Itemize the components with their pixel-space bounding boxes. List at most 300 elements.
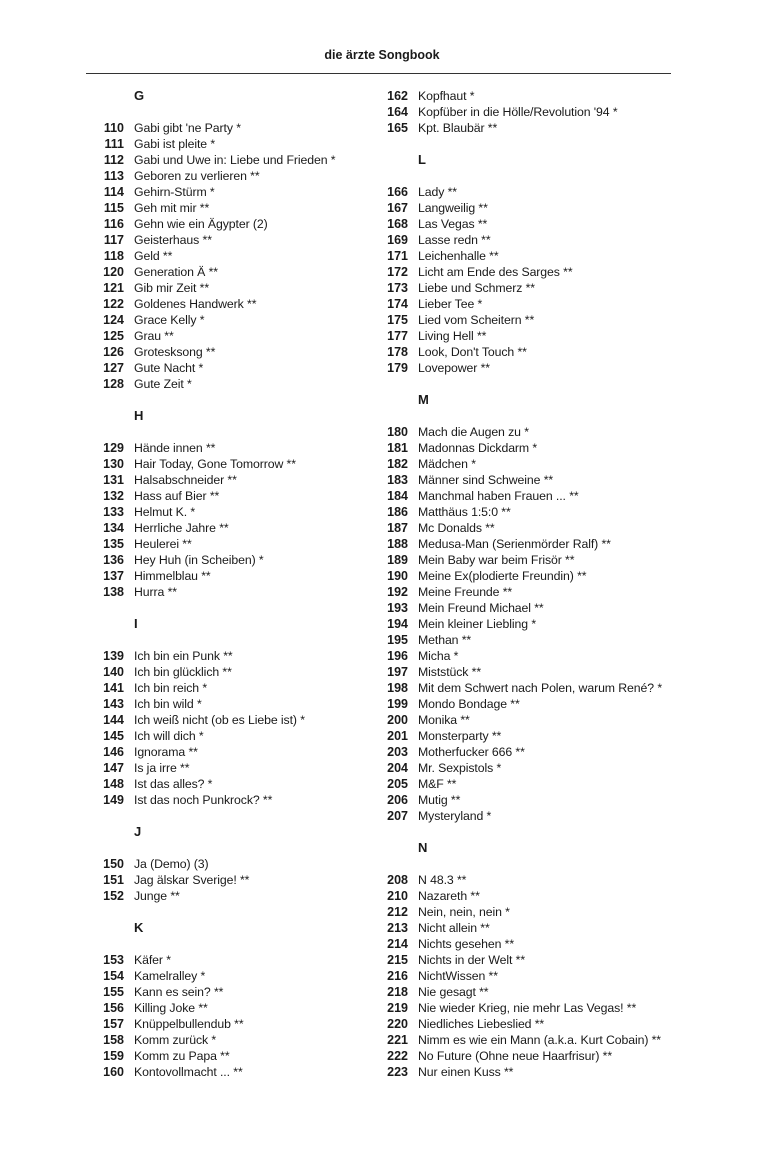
song-entry bbox=[86, 264, 406, 280]
song-page-number: 135 bbox=[103, 537, 124, 551]
song-title: Herrliche Jahre ** bbox=[134, 521, 229, 535]
song-title: Mit dem Schwert nach Polen, warum René? * bbox=[418, 681, 662, 695]
section-letter-heading: L bbox=[418, 152, 426, 167]
song-entry bbox=[370, 984, 690, 1000]
song-title: Mondo Bondage ** bbox=[418, 697, 520, 711]
song-title: Leichenhalle ** bbox=[418, 249, 499, 263]
index-column-left bbox=[86, 88, 406, 1080]
song-title: Ich bin glücklich ** bbox=[134, 665, 232, 679]
song-entry bbox=[370, 424, 690, 440]
song-entry bbox=[86, 696, 406, 712]
song-page-number: 139 bbox=[103, 649, 124, 663]
song-page-number: 121 bbox=[103, 281, 124, 295]
song-page-number: 205 bbox=[387, 777, 408, 791]
song-page-number: 188 bbox=[387, 537, 408, 551]
song-entry bbox=[370, 872, 690, 888]
song-entry bbox=[370, 216, 690, 232]
section-letter-heading: K bbox=[134, 920, 144, 935]
song-title: Lieber Tee * bbox=[418, 297, 483, 311]
song-title: Jag älskar Sverige! ** bbox=[134, 873, 250, 887]
song-title: Ich bin reich * bbox=[134, 681, 208, 695]
song-page-number: 174 bbox=[387, 297, 408, 311]
song-title: N 48.3 ** bbox=[418, 873, 467, 887]
song-page-number: 134 bbox=[103, 521, 124, 535]
song-entry bbox=[86, 328, 406, 344]
song-page-number: 178 bbox=[387, 345, 408, 359]
song-entry bbox=[370, 1000, 690, 1016]
song-entry bbox=[370, 888, 690, 904]
song-title: Kopfüber in die Hölle/Revolution '94 * bbox=[418, 105, 618, 119]
song-entry bbox=[370, 120, 690, 136]
song-entry bbox=[370, 536, 690, 552]
song-entry bbox=[370, 504, 690, 520]
song-page-number: 206 bbox=[387, 793, 408, 807]
song-entry bbox=[370, 456, 690, 472]
song-title: Monsterparty ** bbox=[418, 729, 502, 743]
song-title: Ist das noch Punkrock? ** bbox=[134, 793, 273, 807]
song-entry bbox=[86, 888, 406, 904]
song-page-number: 158 bbox=[103, 1033, 124, 1047]
song-title: Komm zu Papa ** bbox=[134, 1049, 230, 1063]
song-entry bbox=[86, 968, 406, 984]
section-letter-heading: J bbox=[134, 824, 142, 839]
section-letter-heading: G bbox=[134, 88, 145, 103]
song-entry bbox=[86, 456, 406, 472]
song-page-number: 183 bbox=[387, 473, 408, 487]
song-entry bbox=[86, 216, 406, 232]
song-page-number: 127 bbox=[103, 361, 124, 375]
song-page-number: 190 bbox=[387, 569, 408, 583]
song-entry bbox=[86, 120, 406, 136]
song-page-number: 177 bbox=[387, 329, 408, 343]
song-entry bbox=[370, 696, 690, 712]
song-entry bbox=[370, 1064, 690, 1080]
song-entry bbox=[86, 1064, 406, 1080]
song-page-number: 132 bbox=[103, 489, 124, 503]
song-page-number: 204 bbox=[387, 761, 408, 775]
song-page-number: 146 bbox=[103, 745, 124, 759]
page-header: die ärzte Songbook bbox=[324, 48, 440, 62]
song-page-number: 145 bbox=[103, 729, 124, 743]
song-entry bbox=[86, 1000, 406, 1016]
song-title: Geld ** bbox=[134, 249, 173, 263]
section-gap bbox=[86, 808, 406, 824]
song-entry bbox=[370, 312, 690, 328]
song-entry bbox=[86, 760, 406, 776]
song-title: Mr. Sexpistols * bbox=[418, 761, 502, 775]
song-title: Mein Baby war beim Frisör ** bbox=[418, 553, 575, 567]
song-page-number: 193 bbox=[387, 601, 408, 615]
song-entry bbox=[370, 1032, 690, 1048]
song-title: Mutig ** bbox=[418, 793, 461, 807]
song-title: M&F ** bbox=[418, 777, 457, 791]
song-entry bbox=[370, 584, 690, 600]
song-entry bbox=[370, 440, 690, 456]
song-entry bbox=[370, 952, 690, 968]
song-title: Living Hell ** bbox=[418, 329, 487, 343]
song-title: Mein Freund Michael ** bbox=[418, 601, 544, 615]
song-entry bbox=[370, 296, 690, 312]
song-title: Mädchen * bbox=[418, 457, 476, 471]
song-entry bbox=[370, 744, 690, 760]
song-title: Nie gesagt ** bbox=[418, 985, 489, 999]
song-entry bbox=[86, 984, 406, 1000]
song-title: Kann es sein? ** bbox=[134, 985, 224, 999]
song-page-number: 201 bbox=[387, 729, 408, 743]
song-title: Gabi gibt 'ne Party * bbox=[134, 121, 241, 135]
song-page-number: 162 bbox=[387, 89, 408, 103]
song-entry bbox=[370, 920, 690, 936]
song-entry bbox=[86, 680, 406, 696]
song-title: Killing Joke ** bbox=[134, 1001, 208, 1015]
section-gap bbox=[86, 904, 406, 920]
section-gap bbox=[86, 840, 406, 856]
song-page-number: 133 bbox=[103, 505, 124, 519]
song-page-number: 173 bbox=[387, 281, 408, 295]
song-page-number: 166 bbox=[387, 185, 408, 199]
song-entry bbox=[370, 248, 690, 264]
song-title: Manchmal haben Frauen ... ** bbox=[418, 489, 579, 503]
song-entry bbox=[86, 1032, 406, 1048]
song-title: Hey Huh (in Scheiben) * bbox=[134, 553, 264, 567]
song-title: Las Vegas ** bbox=[418, 217, 488, 231]
song-title: Is ja irre ** bbox=[134, 761, 190, 775]
song-page-number: 143 bbox=[103, 697, 124, 711]
section-gap bbox=[370, 824, 690, 840]
song-title: Nein, nein, nein * bbox=[418, 905, 510, 919]
song-title: Grau ** bbox=[134, 329, 174, 343]
section-gap bbox=[370, 376, 690, 392]
song-entry bbox=[86, 792, 406, 808]
song-title: Geh mit mir ** bbox=[134, 201, 210, 215]
song-title: Generation Ä ** bbox=[134, 265, 218, 279]
song-entry bbox=[370, 344, 690, 360]
song-page-number: 124 bbox=[103, 313, 124, 327]
song-title: Gehirn-Stürm * bbox=[134, 185, 215, 199]
song-title: Gute Nacht * bbox=[134, 361, 204, 375]
song-page-number: 165 bbox=[387, 121, 408, 135]
song-entry bbox=[370, 264, 690, 280]
song-title: Männer sind Schweine ** bbox=[418, 473, 554, 487]
song-title: Hass auf Bier ** bbox=[134, 489, 220, 503]
song-entry bbox=[370, 488, 690, 504]
song-title: Ja (Demo) (3) bbox=[134, 857, 209, 871]
song-entry bbox=[370, 760, 690, 776]
song-entry bbox=[370, 1016, 690, 1032]
song-title: Medusa-Man (Serienmörder Ralf) ** bbox=[418, 537, 611, 551]
song-page-number: 167 bbox=[387, 201, 408, 215]
song-title: Gabi und Uwe in: Liebe und Frieden * bbox=[134, 153, 336, 167]
song-page-number: 189 bbox=[387, 553, 408, 567]
song-title: Mc Donalds ** bbox=[418, 521, 495, 535]
song-entry bbox=[86, 584, 406, 600]
song-title: Nichts gesehen ** bbox=[418, 937, 515, 951]
song-entry bbox=[86, 152, 406, 168]
song-entry bbox=[86, 1048, 406, 1064]
song-title: Gehn wie ein Ägypter (2) bbox=[134, 217, 268, 231]
song-page-number: 114 bbox=[103, 185, 124, 199]
song-page-number: 214 bbox=[387, 937, 408, 951]
song-entry bbox=[370, 360, 690, 376]
song-entry bbox=[370, 616, 690, 632]
song-title: Ich bin ein Punk ** bbox=[134, 649, 233, 663]
song-entry bbox=[86, 472, 406, 488]
index-column-right bbox=[370, 88, 690, 1080]
song-page-number: 149 bbox=[103, 793, 124, 807]
song-entry bbox=[86, 568, 406, 584]
song-entry bbox=[86, 168, 406, 184]
song-page-number: 203 bbox=[387, 745, 408, 759]
song-title: Lasse redn ** bbox=[418, 233, 491, 247]
song-title: Ich weiß nicht (ob es Liebe ist) * bbox=[134, 713, 305, 727]
song-title: Komm zurück * bbox=[134, 1033, 217, 1047]
song-page-number: 172 bbox=[387, 265, 408, 279]
song-entry bbox=[370, 104, 690, 120]
song-entry bbox=[370, 936, 690, 952]
song-entry bbox=[370, 200, 690, 216]
song-entry bbox=[370, 600, 690, 616]
song-page-number: 111 bbox=[104, 137, 124, 151]
song-page-number: 128 bbox=[103, 377, 124, 391]
song-page-number: 152 bbox=[103, 889, 124, 903]
song-page-number: 136 bbox=[103, 553, 124, 567]
song-entry bbox=[86, 728, 406, 744]
song-entry bbox=[86, 776, 406, 792]
song-title: Niedliches Liebeslied ** bbox=[418, 1017, 545, 1031]
song-title: Methan ** bbox=[418, 633, 472, 647]
song-page-number: 151 bbox=[103, 873, 124, 887]
song-entry bbox=[370, 552, 690, 568]
section-gap bbox=[86, 392, 406, 408]
song-entry bbox=[370, 664, 690, 680]
song-title: Helmut K. * bbox=[134, 505, 196, 519]
song-page-number: 131 bbox=[103, 473, 124, 487]
song-page-number: 154 bbox=[103, 969, 124, 983]
song-entry bbox=[86, 312, 406, 328]
song-title: Nicht allein ** bbox=[418, 921, 490, 935]
song-title: Licht am Ende des Sarges ** bbox=[418, 265, 573, 279]
section-letter-heading: N bbox=[418, 840, 428, 855]
song-page-number: 216 bbox=[387, 969, 408, 983]
song-entry bbox=[370, 728, 690, 744]
song-page-number: 118 bbox=[103, 249, 124, 263]
song-entry bbox=[370, 680, 690, 696]
song-page-number: 181 bbox=[387, 441, 408, 455]
song-page-number: 207 bbox=[387, 809, 408, 823]
song-page-number: 141 bbox=[103, 681, 124, 695]
song-title: Kopfhaut * bbox=[418, 89, 475, 103]
song-page-number: 179 bbox=[387, 361, 408, 375]
song-entry bbox=[86, 856, 406, 872]
song-entry bbox=[86, 232, 406, 248]
header-rule bbox=[86, 73, 671, 74]
song-title: Grace Kelly * bbox=[134, 313, 205, 327]
song-entry bbox=[370, 184, 690, 200]
song-entry bbox=[370, 568, 690, 584]
song-title: Lady ** bbox=[418, 185, 457, 199]
song-page-number: 182 bbox=[387, 457, 408, 471]
song-page-number: 212 bbox=[387, 905, 408, 919]
song-title: Motherfucker 666 ** bbox=[418, 745, 525, 759]
song-page-number: 169 bbox=[387, 233, 408, 247]
song-page-number: 159 bbox=[103, 1049, 124, 1063]
song-title: Micha * bbox=[418, 649, 459, 663]
song-title: Look, Don't Touch ** bbox=[418, 345, 527, 359]
song-page-number: 208 bbox=[387, 873, 408, 887]
song-entry bbox=[370, 632, 690, 648]
song-page-number: 113 bbox=[103, 169, 124, 183]
song-page-number: 155 bbox=[103, 985, 124, 999]
song-page-number: 180 bbox=[387, 425, 408, 439]
song-entry bbox=[370, 88, 690, 104]
song-title: Madonnas Dickdarm * bbox=[418, 441, 538, 455]
song-entry bbox=[86, 520, 406, 536]
song-entry bbox=[370, 648, 690, 664]
song-page-number: 186 bbox=[387, 505, 408, 519]
section-gap bbox=[86, 600, 406, 616]
song-entry bbox=[86, 440, 406, 456]
song-entry bbox=[86, 248, 406, 264]
song-title: Meine Freunde ** bbox=[418, 585, 513, 599]
song-title: Monika ** bbox=[418, 713, 470, 727]
song-page-number: 112 bbox=[103, 153, 124, 167]
song-entry bbox=[86, 552, 406, 568]
song-title: Mein kleiner Liebling * bbox=[418, 617, 537, 631]
song-page-number: 110 bbox=[103, 121, 124, 135]
song-page-number: 144 bbox=[103, 713, 124, 727]
song-page-number: 198 bbox=[387, 681, 408, 695]
song-title: Meine Ex(plodierte Freundin) ** bbox=[418, 569, 587, 583]
song-title: Goldenes Handwerk ** bbox=[134, 297, 257, 311]
song-title: Liebe und Schmerz ** bbox=[418, 281, 535, 295]
song-title: Nazareth ** bbox=[418, 889, 480, 903]
song-page-number: 175 bbox=[387, 313, 408, 327]
section-letter-heading: H bbox=[134, 408, 144, 423]
song-title: Hurra ** bbox=[134, 585, 177, 599]
song-page-number: 153 bbox=[103, 953, 124, 967]
section-letter-heading: I bbox=[134, 616, 138, 631]
song-entry bbox=[370, 712, 690, 728]
song-title: Knüppelbullendub ** bbox=[134, 1017, 244, 1031]
section-gap bbox=[370, 856, 690, 872]
song-title: Hair Today, Gone Tomorrow ** bbox=[134, 457, 296, 471]
song-title: Käfer * bbox=[134, 953, 171, 967]
song-page-number: 140 bbox=[103, 665, 124, 679]
song-entry bbox=[86, 504, 406, 520]
song-page-number: 137 bbox=[103, 569, 124, 583]
song-title: Hände innen ** bbox=[134, 441, 216, 455]
song-entry bbox=[86, 200, 406, 216]
song-page-number: 156 bbox=[103, 1001, 124, 1015]
section-gap bbox=[86, 936, 406, 952]
song-page-number: 192 bbox=[387, 585, 408, 599]
song-entry bbox=[370, 232, 690, 248]
song-title: Grotesksong ** bbox=[134, 345, 216, 359]
song-entry bbox=[86, 360, 406, 376]
song-page-number: 120 bbox=[103, 265, 124, 279]
song-entry bbox=[370, 792, 690, 808]
song-page-number: 197 bbox=[387, 665, 408, 679]
song-page-number: 147 bbox=[103, 761, 124, 775]
song-page-number: 168 bbox=[387, 217, 408, 231]
song-page-number: 150 bbox=[103, 857, 124, 871]
song-page-number: 157 bbox=[103, 1017, 124, 1031]
song-title: Nimm es wie ein Mann (a.k.a. Kurt Cobain) ** bbox=[418, 1033, 661, 1047]
song-entry bbox=[86, 296, 406, 312]
section-gap bbox=[86, 104, 406, 120]
song-title: Lied vom Scheitern ** bbox=[418, 313, 535, 327]
song-entry bbox=[86, 872, 406, 888]
song-entry bbox=[370, 1048, 690, 1064]
song-entry bbox=[86, 344, 406, 360]
song-title: Lovepower ** bbox=[418, 361, 490, 375]
song-entry bbox=[86, 1016, 406, 1032]
section-gap bbox=[86, 632, 406, 648]
song-page-number: 222 bbox=[387, 1049, 408, 1063]
song-title: Miststück ** bbox=[418, 665, 482, 679]
song-entry bbox=[370, 328, 690, 344]
song-title: Kpt. Blaubär ** bbox=[418, 121, 498, 135]
song-title: Ist das alles? * bbox=[134, 777, 213, 791]
section-letter-heading: M bbox=[418, 392, 429, 407]
song-page-number: 126 bbox=[103, 345, 124, 359]
section-gap bbox=[370, 168, 690, 184]
song-page-number: 219 bbox=[387, 1001, 408, 1015]
song-page-number: 160 bbox=[103, 1065, 124, 1079]
song-title: Kamelralley * bbox=[134, 969, 206, 983]
song-page-number: 122 bbox=[103, 297, 124, 311]
song-entry bbox=[86, 376, 406, 392]
song-page-number: 213 bbox=[387, 921, 408, 935]
song-title: Ich bin wild * bbox=[134, 697, 202, 711]
song-page-number: 138 bbox=[103, 585, 124, 599]
song-page-number: 195 bbox=[387, 633, 408, 647]
song-page-number: 223 bbox=[387, 1065, 408, 1079]
song-page-number: 130 bbox=[103, 457, 124, 471]
song-entry bbox=[86, 488, 406, 504]
song-entry bbox=[370, 904, 690, 920]
song-entry bbox=[370, 968, 690, 984]
song-title: Nichts in der Welt ** bbox=[418, 953, 526, 967]
song-title: Geisterhaus ** bbox=[134, 233, 212, 247]
song-title: Ignorama ** bbox=[134, 745, 198, 759]
song-title: Mysteryland * bbox=[418, 809, 492, 823]
song-page-number: 210 bbox=[387, 889, 408, 903]
song-title: Himmelblau ** bbox=[134, 569, 211, 583]
song-page-number: 117 bbox=[103, 233, 124, 247]
section-gap bbox=[370, 408, 690, 424]
song-title: Ich will dich * bbox=[134, 729, 204, 743]
song-entry bbox=[86, 184, 406, 200]
song-entry bbox=[86, 664, 406, 680]
section-gap bbox=[86, 424, 406, 440]
song-title: Mach die Augen zu * bbox=[418, 425, 529, 439]
song-entry bbox=[86, 536, 406, 552]
song-entry bbox=[86, 648, 406, 664]
song-title: Geboren zu verlieren ** bbox=[134, 169, 260, 183]
section-gap bbox=[370, 136, 690, 152]
song-page-number: 196 bbox=[387, 649, 408, 663]
song-title: NichtWissen ** bbox=[418, 969, 498, 983]
song-entry bbox=[86, 280, 406, 296]
song-page-number: 115 bbox=[103, 201, 124, 215]
song-title: Matthäus 1:5:0 ** bbox=[418, 505, 511, 519]
song-title: Gute Zeit * bbox=[134, 377, 192, 391]
song-title: No Future (Ohne neue Haarfrisur) ** bbox=[418, 1049, 613, 1063]
song-page-number: 199 bbox=[387, 697, 408, 711]
song-page-number: 221 bbox=[387, 1033, 408, 1047]
song-page-number: 184 bbox=[387, 489, 408, 503]
